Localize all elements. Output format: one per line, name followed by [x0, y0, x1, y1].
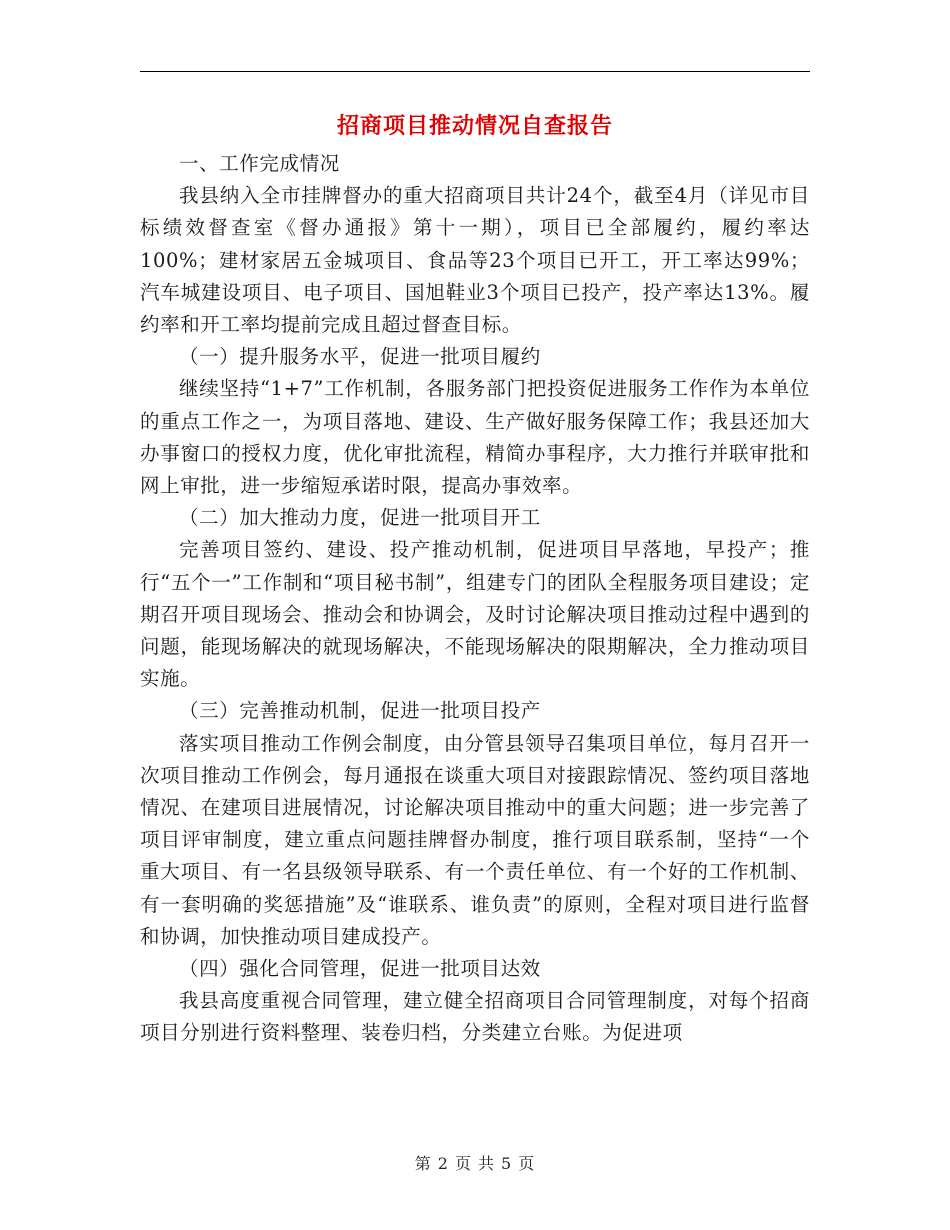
footer-page-middle: 页 共 [454, 1154, 496, 1173]
footer-page-prefix: 第 [414, 1154, 432, 1173]
document-title: 招商项目推动情况自查报告 [336, 113, 613, 139]
section-heading-work-completion: 一、工作完成情况 [179, 152, 340, 175]
footer-total-pages: 5 [501, 1154, 513, 1173]
document-body [140, 148, 810, 1050]
body-paragraph-1: 继续坚持“1+7”工作机制，各服务部门把投资促进服务工作作为本单位的重点工作之一，为项目落地、建设、生产做好服务保障工作；我县还加大办事窗口的授权力度，优化审批流程，精简办事程序，大力推行并联审批和网上审批，进一步缩短承诺时限，提高办事效率。 [140, 377, 810, 498]
body-paragraph-4: 我县高度重视合同管理，建立健全招商项目合同管理制度，对每个招商项目分别进行资料整理、装卷归档，分类建立台账。为促进项 [140, 989, 810, 1045]
subsection-heading-3: （三）完善推动机制，促进一批项目投产 [179, 699, 541, 723]
subsection-heading-1: （一）提升服务水平，促进一批项目履约 [179, 345, 541, 369]
body-paragraph-2: 完善项目签约、建设、投产推动机制，促进项目早落地，早投产；推行“五个一”工作制和“项目秘书制”，组建专门的团队全程服务项目建设；定期召开项目现场会、推动会和协调会，及时讨论解决项目推动过程中遇到的问题，能现场解决的就现场解决，不能现场解决的限期解决，全力推动项目实施。 [140, 538, 810, 691]
page-footer [0, 1152, 950, 1176]
footer-page-suffix: 页 [518, 1154, 536, 1173]
subsection-heading-4: （四）强化合同管理，促进一批项目达效 [179, 957, 541, 981]
footer-page-number: 2 [437, 1154, 449, 1173]
subsection-heading-2: （二）加大推动力度，促进一批项目开工 [179, 506, 541, 530]
header-rule [140, 71, 810, 72]
body-paragraph-summary: 我县纳入全市挂牌督办的重大招商项目共计24个，截至4月（详见市目标绩效督查室《督办通报》第十一期），项目已全部履约，履约率达100%；建材家居五金城项目、食品等23个项目已开工，开工率达99%；汽车城建设项目、电子项目、国旭鞋业3个项目已投产，投产率达13%。履约率和开工率均提前完成且超过督查目标。 [140, 184, 810, 337]
body-paragraph-3: 落实项目推动工作例会制度，由分管县领导召集项目单位，每月召开一次项目推动工作例会，每月通报在谈重大项目对接跟踪情况、签约项目落地情况、在建项目进展情况，讨论解决项目推动中的重大问题；进一步完善了项目评审制度，建立重点问题挂牌督办制度，推行项目联系制，坚持“一个重大项目、有一名县级领导联系、有一个责任单位、有一个好的工作机制、有一套明确的奖惩措施”及“谁联系、谁负责”的原则，全程对项目进行监督和协调，加快推动项目建成投产。 [140, 731, 810, 948]
